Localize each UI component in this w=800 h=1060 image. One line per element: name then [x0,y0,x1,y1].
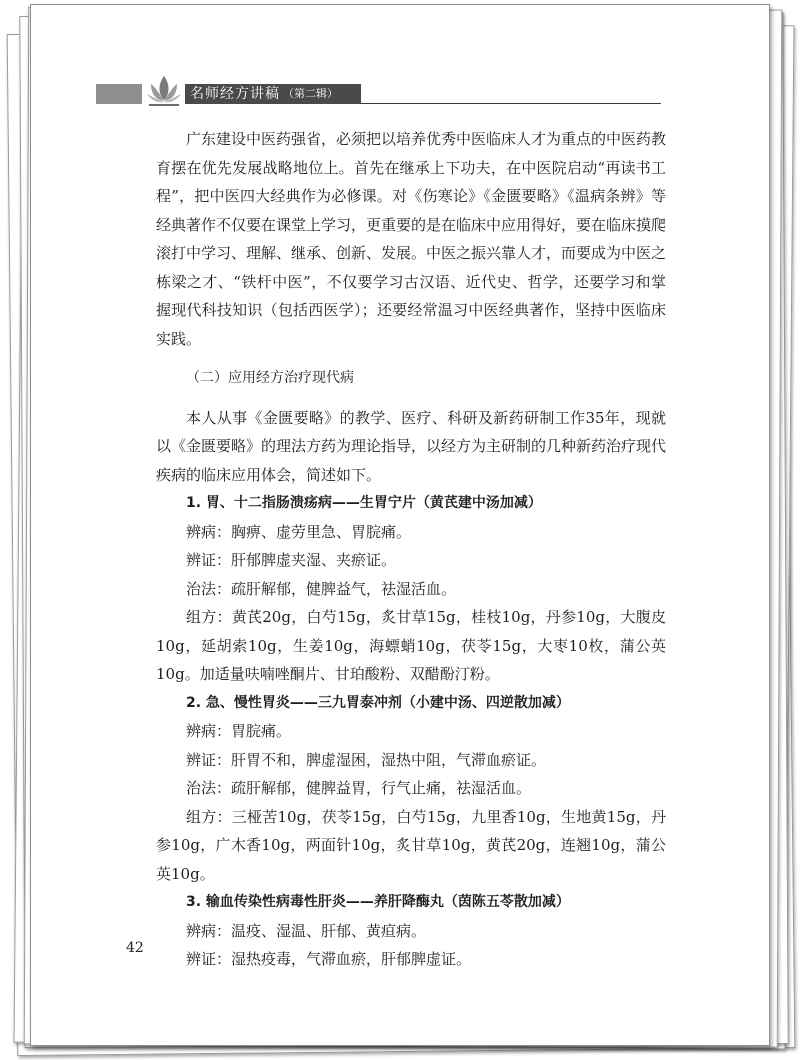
item-heading: 3. 输血传染性病毒性肝炎——养肝降酶丸（茵陈五苓散加减） [186,894,570,910]
page-number: 42 [126,940,144,956]
body-paragraph: 本人从事《金匮要略》的教学、医疗、科研及新药研制工作35年，现就以《金匮要略》的理法方药为理论指导，以经方为主研制的几种新药治疗现代疾病的临床应用体会，简述如下。 [156,408,667,484]
item-line: 辨证：湿热疫毒，气滞血瘀，肝郁脾虚证。 [186,950,472,968]
page-body [156,125,666,974]
lotus-logo-icon [145,72,183,108]
item-heading: 2. 急、慢性胃炎——三九胃泰冲剂（小建中汤、四逆散加减） [186,694,570,711]
item-line: 辨病：温疫、湿温、肝郁、黄疸病。 [186,921,427,940]
item-heading: 1. 胃、十二指肠溃疡病——生胃宁片（黄芪建中汤加减） [186,495,542,511]
header-rule [361,103,661,104]
item-line: 辨证：肝郁脾虚夹湿、夹瘀证。 [186,551,397,569]
item-line: 治法：疏肝解郁，健脾益气，祛湿活血。 [186,579,457,598]
item-line: 辨病：胸痹、虚劳里急、胃脘痛。 [186,522,412,541]
section-heading: （二）应用经方治疗现代病 [186,370,354,386]
item-line: 辨病：胃脘痛。 [186,722,292,740]
item-line: 治法：疏肝解郁，健脾益胃，行气止痛，祛湿活血。 [186,779,532,797]
item-line: 组方：黄芪20g，白芍15g，炙甘草15g，桂枝10g，丹参10g，大腹皮10g，延胡索10g，生姜10g，海螵蛸10g，茯苓15g，大枣10枚，蒲公英10g。加适量呋喃唑酮片、甘珀酸粉、双醋酚汀粉。 [156,608,666,683]
running-header-series: （第二辑） [283,87,338,100]
item-line: 组方：三桠苦10g，茯苓15g，白芍15g，九里香10g，生地黄15g，丹参10g，广木香10g，两面针10g，炙甘草10g，黄芪20g，连翘10g，蒲公英10g。 [156,807,666,883]
body-paragraph: 广东建设中医药强省，必须把以培养优秀中医临床人才为重点的中医药教育摆在优先发展战略地位上。首先在继承上下功夫，在中医院启动“再读书工程”，把中医四大经典作为必修课。对《伤寒论》《金匮要略》《温病条辨》等经典著作不仅要在课堂上学习，更重要的是在临床中应用得好，要在临床摸爬滚打中学习、理解、继承、创新、发展。中医之振兴靠人才，而要成为中医之栋梁之才、“铁杆中医”，不仅要学习古汉语、近代史、哲学，还要学习和掌握现代科技知识（包括西医学）；还要经常温习中医经典著作，坚持中医临床实践。 [156,130,667,348]
item-line: 辨证：肝胃不和，脾虚湿困，湿热中阻，气滞血瘀证。 [186,750,547,769]
header-gray-bar [96,84,142,104]
running-header-title: 名师经方讲稿 [190,86,280,102]
